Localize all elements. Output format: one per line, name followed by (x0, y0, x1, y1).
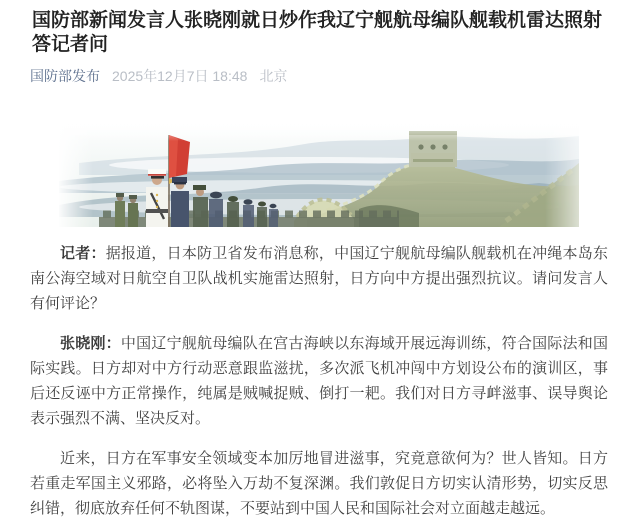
paragraph-text: 中国辽宁舰航母编队在宫古海峡以东海域开展远海训练，符合国际法和国际实践。日方却对中方行动恶意跟监滋扰，多次派飞机冲闯中方划设公布的演训区，事后还反诬中方正常操作，纯属是贼喊捉贼、倒打一耙。我们对日方寻衅滋事、误导舆论表示强烈不满、坚决反对。 (30, 335, 608, 427)
article-hero-image (59, 121, 579, 227)
publish-datetime: 2025年12月7日 18:48 (112, 68, 248, 84)
paragraph-lead: 张晓刚： (60, 335, 121, 352)
edge-fades (59, 121, 579, 227)
paragraph-lead: 记者： (60, 245, 106, 262)
article-body (30, 241, 608, 521)
paragraph-text: 据报道，日本防卫省发布消息称，中国辽宁舰航母编队舰载机在冲绳本岛东南公海空域对日航空自卫队战机实施雷达照射，日方向中方提出强烈抗议。请问发言人有何评论？ (30, 245, 608, 312)
byline (30, 67, 608, 85)
publisher-link[interactable]: 国防部发布 (30, 68, 100, 84)
paragraph-spokesperson-continued (30, 446, 608, 521)
publish-location: 北京 (259, 68, 288, 84)
paragraph-spokesperson-answer (30, 331, 608, 431)
paragraph-reporter-question (30, 241, 608, 316)
hero-illustration (59, 121, 579, 227)
article-title: 国防部新闻发言人张晓刚就日炒作我辽宁舰航母编队舰载机雷达照射答记者问 (32, 10, 603, 55)
article-page (0, 9, 640, 521)
paragraph-text: 近来，日方在军事安全领域变本加厉地冒进滋事，究竟意欲何为？世人皆知。日方若重走军国主义邪路，必将坠入万劫不复深渊。我们敦促日方切实认清形势，切实反思纠错，彻底放弃任何不轨图谋，不要站到中国人民和国际社会对立面越走越远。 (30, 450, 608, 517)
